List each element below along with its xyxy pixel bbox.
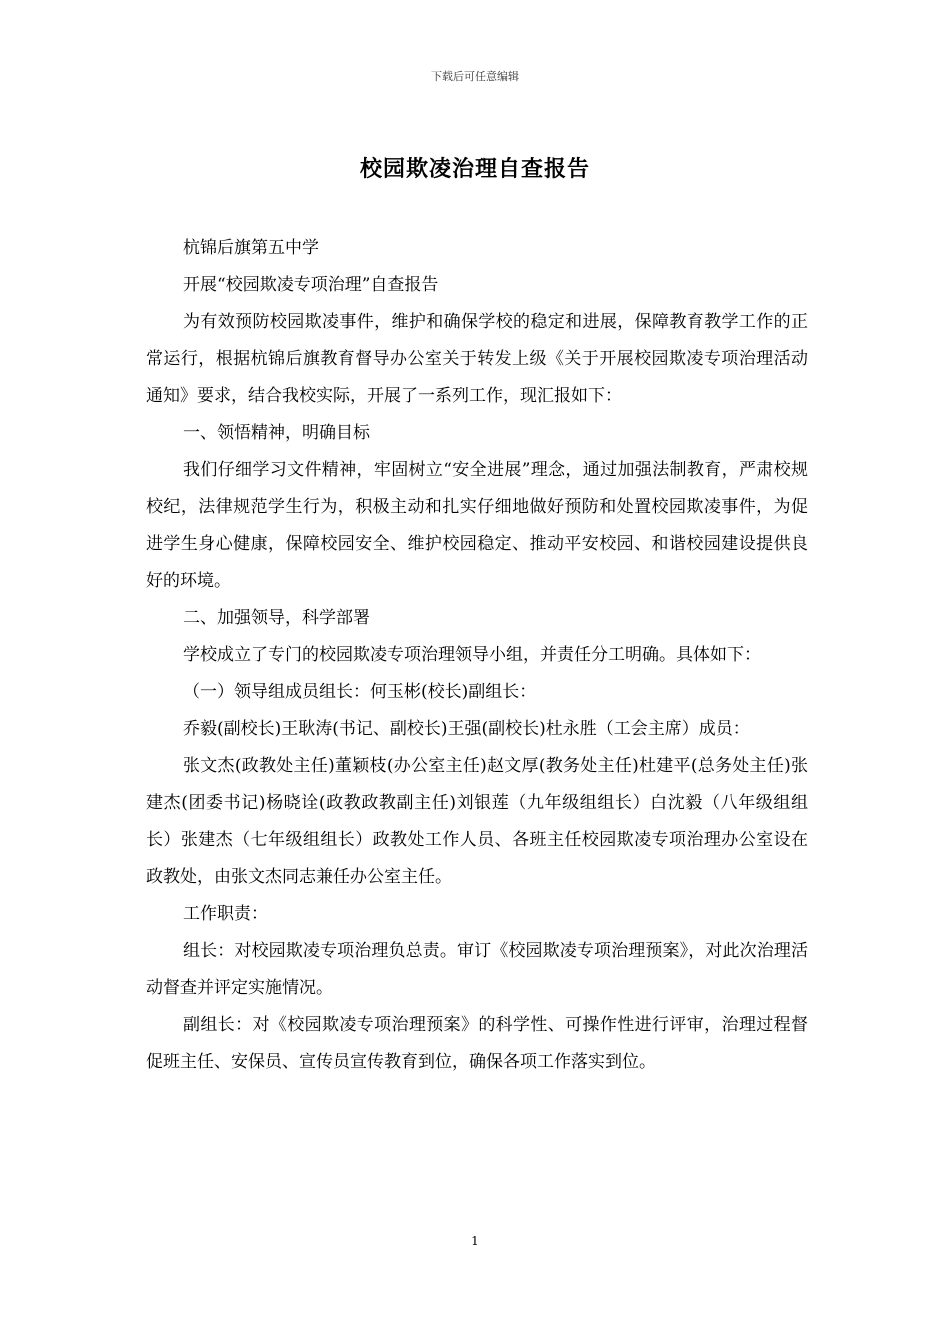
intro-paragraph: 为有效预防校园欺凌事件，维护和确保学校的稳定和进展，保障教育教学工作的正常运行，根据杭锦后旗教育督导办公室关于转发上级《关于开展校园欺凌专项治理活动通知》要求，结合我校实际，开展了一系列工作，现汇报如下： (146, 312, 808, 406)
document-title: 校园欺凌治理自查报告 (359, 156, 590, 182)
members-paragraph: 张文杰(政教处主任)董颖枝(办公室主任)赵文厚(教务处主任)杜建平(总务处主任)张建杰(团委书记)杨晓诠(政教政教副主任)刘银莲（九年级组组长）白沈毅（八年级组组长）张建杰（七年级组组长）政教处工作人员、各班主任校园欺凌专项治理办公室设在政教处，由张文杰同志兼任办公室主任。 (146, 756, 808, 887)
deputy-leaders-paragraph: 乔毅(副校长)王耿涛(书记、副校长)王强(副校长)杜永胜（工会主席）成员： (183, 719, 750, 739)
section-2-paragraph: 学校成立了专门的校园欺凌专项治理领导小组，并责任分工明确。具体如下： (183, 645, 761, 665)
leader-duty-paragraph: 组长：对校园欺凌专项治理负总责。审订《校园欺凌专项治理预案》，对此次治理活动督查并评定实施情况。 (146, 941, 808, 998)
section-1-paragraph: 我们仔细学习文件精神，牢固树立“安全进展”理念，通过加强法制教育，严肃校规校纪，法律规范学生行为，积极主动和扎实仔细地做好预防和处置校园欺凌事件，为促进学生身心健康，保障校园安全、维护校园稳定、推动平安校园、和谐校园建设提供良好的环境。 (146, 460, 808, 591)
header-note: 下载后可任意编辑 (431, 70, 519, 83)
section-heading-2: 二、加强领导，科学部署 (183, 608, 370, 628)
deputy-duty-paragraph: 副组长：对《校园欺凌专项治理预案》的科学性、可操作性进行评审，治理过程督促班主任、安保员、宣传员宣传教育到位，确保各项工作落实到位。 (146, 1015, 808, 1072)
duties-heading: 工作职责： (183, 904, 268, 924)
page-number: 1 (471, 1234, 479, 1248)
section-heading-1: 一、领悟精神，明确目标 (183, 423, 370, 443)
document-body (146, 230, 808, 1081)
leadership-group-heading: （一）领导组成员组长：何玉彬(校长)副组长： (183, 682, 537, 702)
school-name-line: 杭锦后旗第五中学 (183, 238, 319, 258)
report-subtitle-line: 开展“校园欺凌专项治理”自查报告 (183, 275, 439, 295)
